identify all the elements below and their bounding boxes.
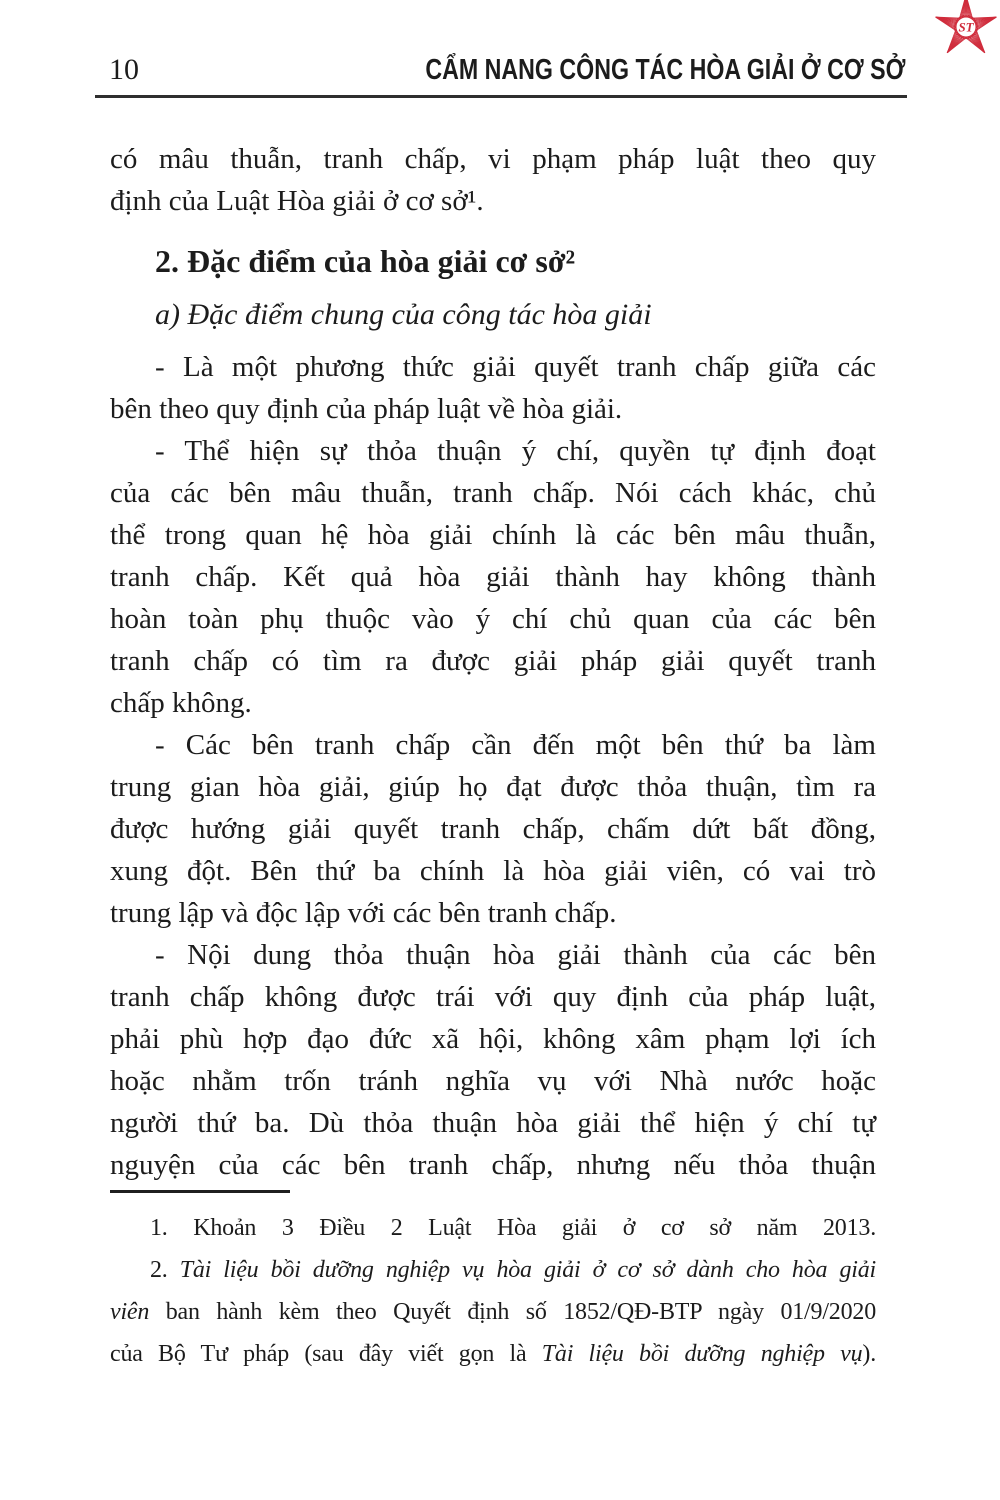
text-line: 1. Khoản 3 Điều 2 Luật Hòa giải ở cơ sở năm 2013.: [150, 1215, 876, 1241]
text-line: trung lập và độc lập với các bên tranh chấp.: [110, 897, 617, 929]
footnote-2: [110, 1249, 876, 1375]
text-line: thể trong quan hệ hòa giải chính là các bên mâu thuẫn,: [110, 519, 876, 551]
text-line: - Thể hiện sự thỏa thuận ý chí, quyền tự định đoạt: [155, 435, 876, 467]
running-title: CẨM NANG CÔNG TÁC HÒA GIẢI Ở CƠ SỞ: [425, 54, 906, 86]
text-line: nguyện của các bên tranh chấp, nhưng nếu thỏa thuận: [110, 1149, 876, 1181]
page-number: 10: [109, 53, 139, 86]
text-line: tranh chấp có tìm ra được giải pháp giải quyết tranh: [110, 645, 876, 677]
text-line: của Bộ Tư pháp (sau đây viết gọn là Tài liệu bồi dưỡng nghiệp vụ).: [110, 1341, 876, 1367]
text-line: có mâu thuẫn, tranh chấp, vi phạm pháp luật theo quy: [110, 143, 876, 175]
footnote-1: [110, 1207, 876, 1249]
text-line: được hướng giải quyết tranh chấp, chấm dứt bất đồng,: [110, 813, 876, 845]
text-line: xung đột. Bên thứ ba chính là hòa giải viên, có vai trò: [110, 855, 876, 887]
paragraph-third-party: [110, 724, 876, 934]
paragraph-content: [110, 934, 876, 1186]
page-body: [110, 138, 876, 1186]
text-line: phải phù hợp đạo đức xã hội, không xâm phạm lợi ích: [110, 1023, 876, 1055]
text-line: - Là một phương thức giải quyết tranh chấp giữa các: [155, 351, 876, 383]
footnote-section: [110, 1190, 876, 1375]
text-line: 2. Tài liệu bồi dưỡng nghiệp vụ hòa giải ở cơ sở dành cho hòa giải: [150, 1257, 876, 1283]
text-line: tranh chấp không được trái với quy định của pháp luật,: [110, 981, 876, 1013]
text-line: người thứ ba. Dù thỏa thuận hòa giải thể hiện ý chí tự: [110, 1107, 876, 1139]
footnote-separator: [110, 1190, 290, 1193]
section-subheading: a) Đặc điểm chung của công tác hòa giải: [155, 298, 652, 331]
svg-text:ST: ST: [958, 19, 974, 35]
text-line: viên ban hành kèm theo Quyết định số 1852/QĐ-BTP ngày 01/9/2020: [110, 1299, 876, 1325]
text-line: bên theo quy định của pháp luật về hòa giải.: [110, 393, 623, 425]
text-line: - Nội dung thỏa thuận hòa giải thành của các bên: [155, 939, 876, 971]
paragraph-method: [110, 346, 876, 430]
publisher-logo-icon: [928, 0, 1000, 68]
text-line: trung gian hòa giải, giúp họ đạt được thỏa thuận, tìm ra: [110, 771, 876, 803]
intro-paragraph: [110, 138, 876, 222]
text-line: tranh chấp. Kết quả hòa giải thành hay không thành: [110, 561, 876, 593]
text-line: - Các bên tranh chấp cần đến một bên thứ ba làm: [155, 729, 876, 761]
page-header: [95, 54, 907, 98]
paragraph-will: [110, 430, 876, 724]
text-line: định của Luật Hòa giải ở cơ sở¹.: [110, 185, 484, 217]
text-line: của các bên mâu thuẫn, tranh chấp. Nói cách khác, chủ: [110, 477, 876, 509]
text-line: chấp không.: [110, 687, 252, 719]
section-heading: 2. Đặc điểm của hòa giải cơ sở²: [155, 243, 576, 279]
text-line: hoặc nhằm trốn tránh nghĩa vụ với Nhà nước hoặc: [110, 1065, 876, 1097]
text-line: hoàn toàn phụ thuộc vào ý chí chủ quan của các bên: [110, 603, 876, 635]
